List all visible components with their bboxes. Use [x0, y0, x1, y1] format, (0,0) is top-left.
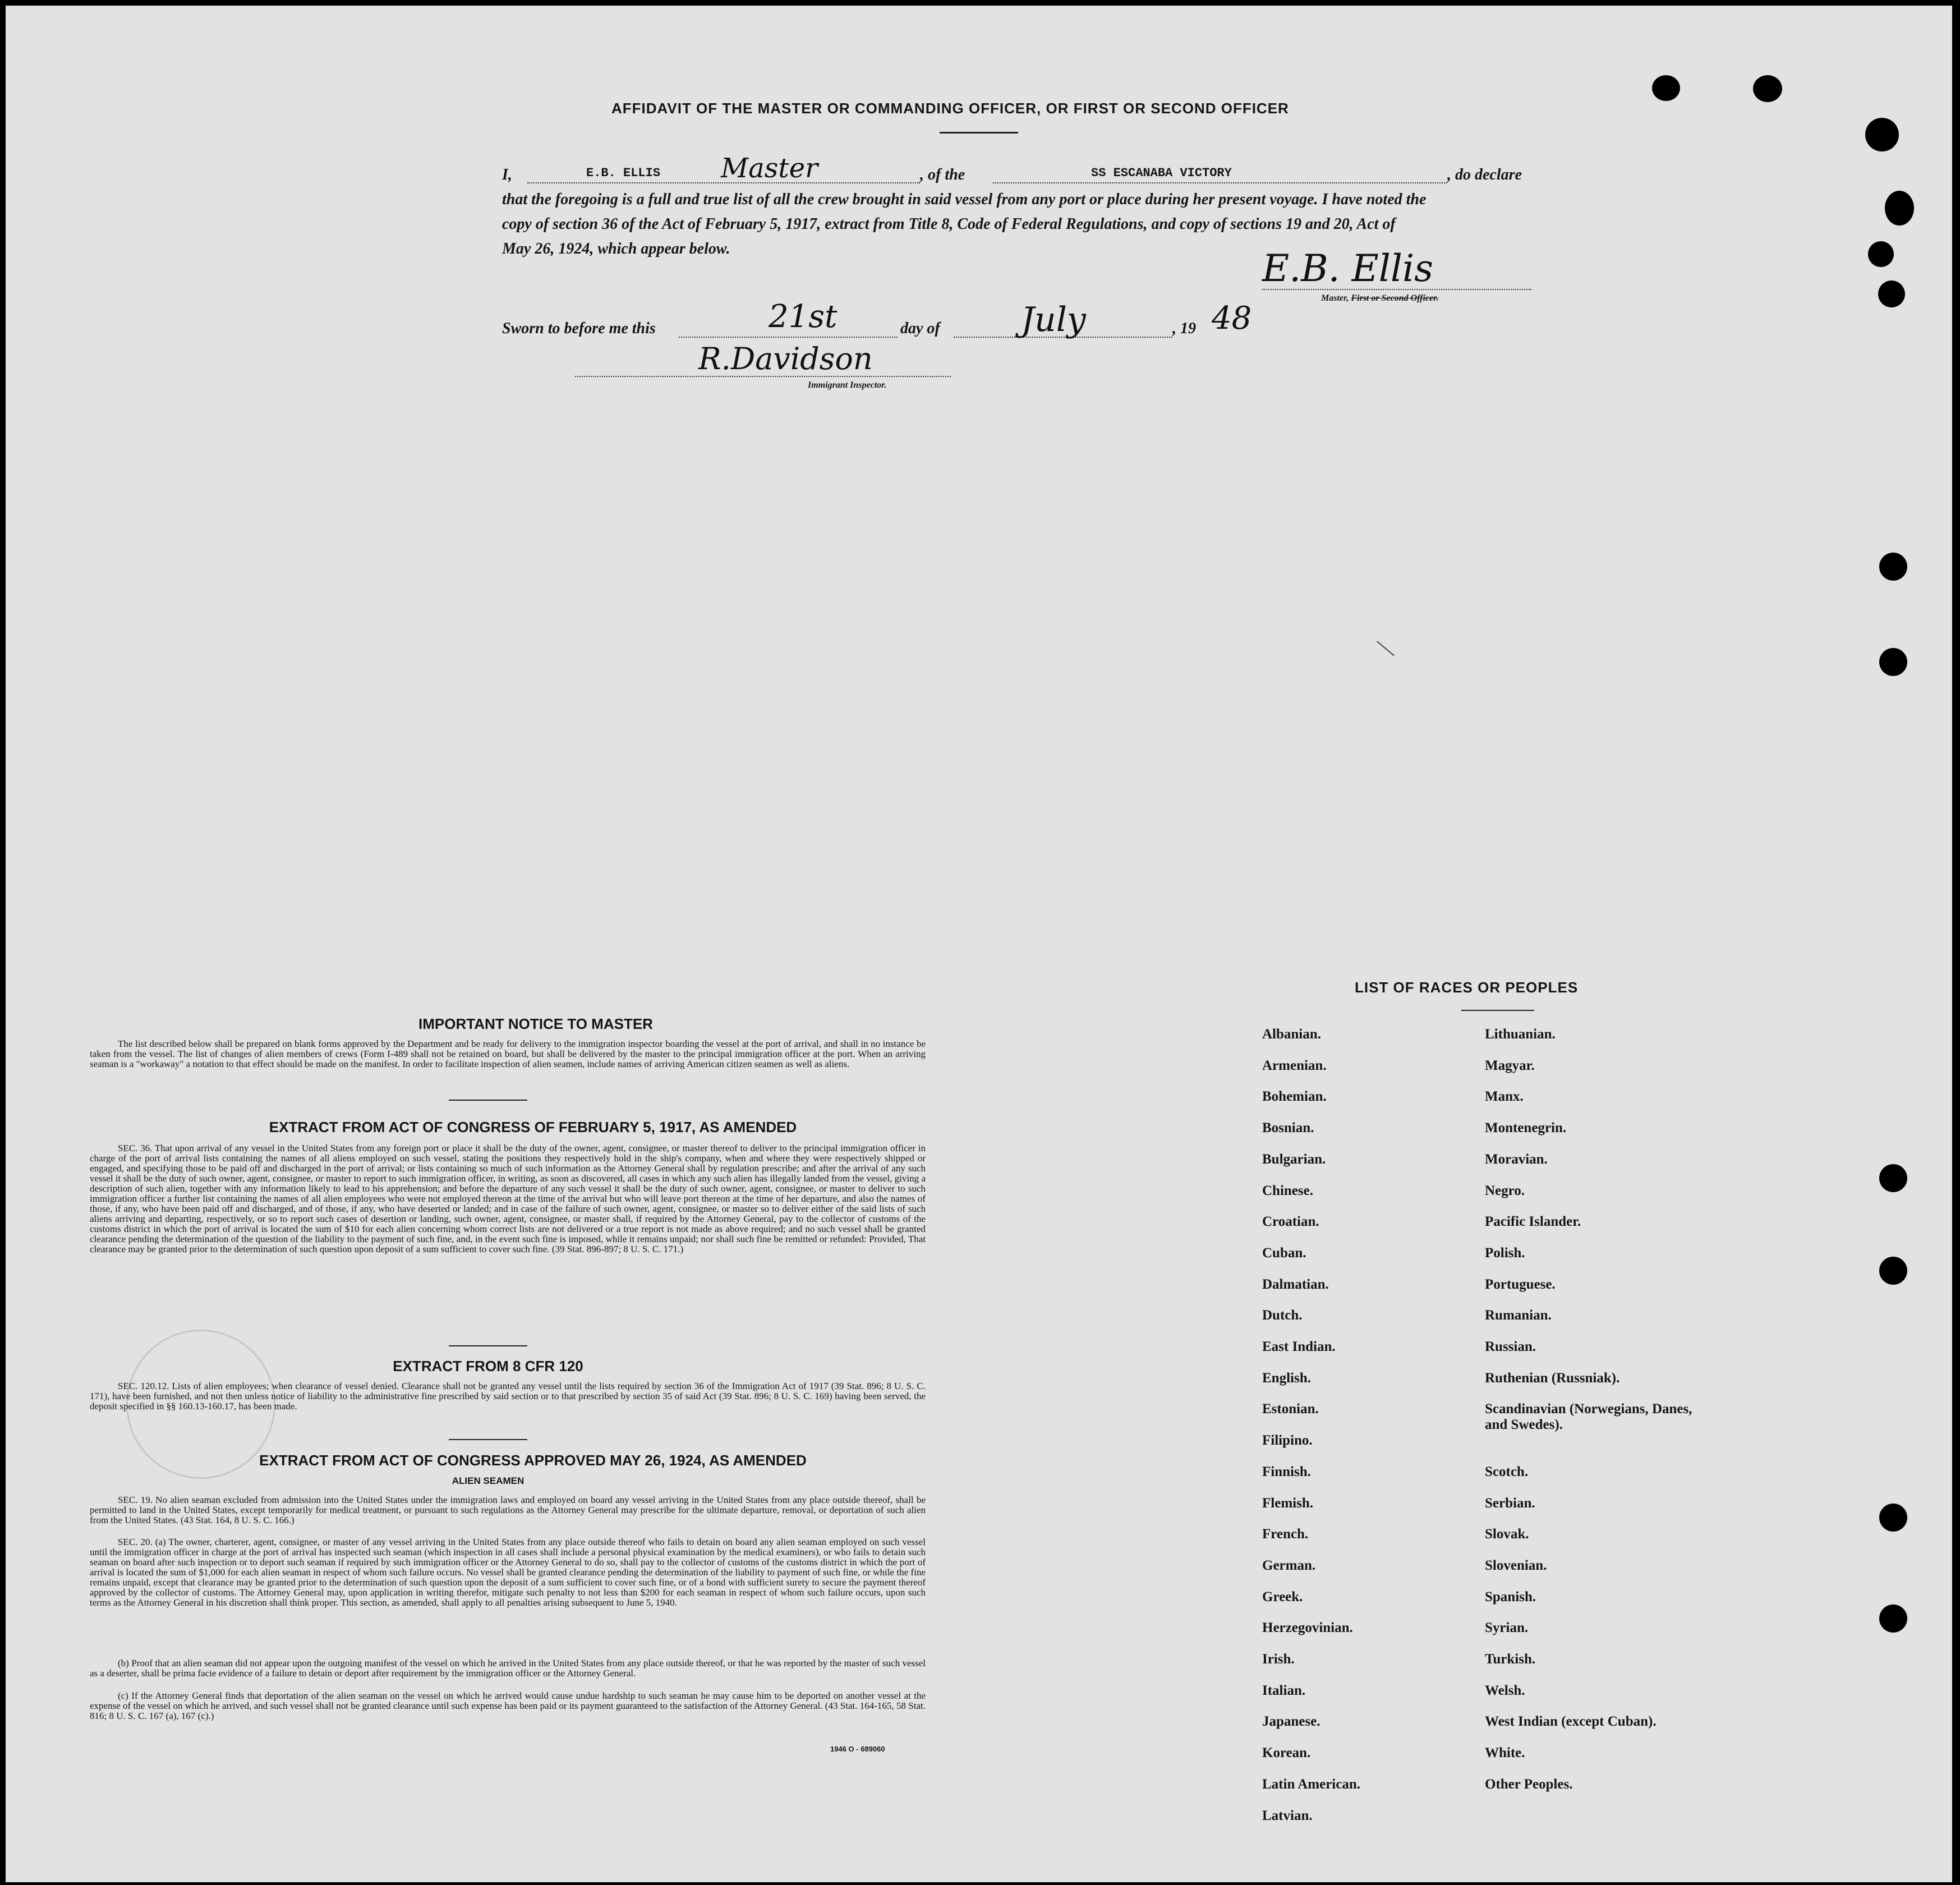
race-item: Dalmatian. [1262, 1276, 1329, 1292]
race-item: Estonian. [1262, 1401, 1319, 1417]
fill-line [679, 337, 898, 338]
race-item: Welsh. [1485, 1682, 1525, 1698]
race-item: Negro. [1485, 1183, 1525, 1198]
race-item: Pacific Islander. [1485, 1214, 1581, 1230]
punch-hole [1879, 1504, 1907, 1532]
race-item: Manx. [1485, 1089, 1524, 1105]
affidavit-title: AFFIDAVIT OF THE MASTER OR COMMANDING OFFICER, OR FIRST OR SECOND OFFICER [611, 100, 1289, 117]
inspector-label: Immigrant Inspector. [808, 380, 887, 390]
month-handwritten: July [1021, 300, 1086, 339]
race-item: Finnish. [1262, 1464, 1311, 1479]
rank-handwritten: Master [721, 153, 818, 184]
race-item: Bohemian. [1262, 1089, 1327, 1105]
year-prefix: , 19 [1172, 320, 1196, 337]
extract-cfr-body: SEC. 120.12. Lists of alien employees; when clearance of vessel denied. Clearance shall not be granted any vessel until the lists required by section 36 of the Immigration Act of 1917 (39 Stat. 896; 8 U. S. C. 171), have been furnished, and not then unless notice of liability to the administrative fine prescribed by said section or to that prescribed by section 35 of said Act (39 Stat. 896; 8 U. S. C. 169) having been served, the deposit specified in §§ 160.13-160.17, has been made. [90, 1381, 926, 1412]
punch-hole [1879, 1164, 1907, 1192]
race-item: Serbian. [1485, 1495, 1535, 1511]
extract-1924-subtitle: ALIEN SEAMEN [452, 1475, 524, 1486]
sec-20a-body: SEC. 20. (a) The owner, charterer, agent, consignee, or master of any vessel arriving in the United States from any place outside thereof who fails to detain on board any alien seaman employed on such vessel until the immigration officer in charge at the port of arrival has inspected such seaman (which inspection in all cases shall include a personal physical examination by the medical examiners), or who fails to detain such seaman on board after such inspection or to deport such seaman if required by such immigration officer or the Attorney General to do so, shall pay to the collector of customs of the customs district in which the port of arrival is located the sum of $1,000 for each alien seaman in respect of whom such failure occurs. No vessel shall be granted clearance pending the determination of the liability to payment of such fine, or while the fine remains unpaid, except that clearance may be granted prior to the determination of such question upon the deposit of a sum sufficient to cover such fine, or of a bond with sufficient surety to secure the payment thereof approved by the collector of customs. The Attorney General may, upon application in writing therefor, mitigate such penalty to not less than $200 for each seaman in respect of whom such failure occurs, upon such terms as the Attorney General in his discretion shall think proper. This section, as amended, shall apply to all penalties arising subsequent to June 5, 1940. [90, 1537, 926, 1608]
punch-hole [1868, 241, 1894, 267]
race-item: White. [1485, 1745, 1525, 1761]
race-item: Dutch. [1262, 1308, 1303, 1323]
race-item: German. [1262, 1557, 1316, 1573]
signature-label-master: Master, [1321, 293, 1349, 303]
sec-19-body: SEC. 19. No alien seaman excluded from admission into the United States under the immigration laws and employed on board any vessel arriving in the United States from any place outside thereof, shall be permitted to land in the United States, except temporarily for medical treatment, or pursuant to such regulations as the Attorney General may prescribe for the ultimate departure, removal, or deportation of such alien from the United States. (43 Stat. 164, 8 U. S. C. 166.) [90, 1495, 926, 1525]
punch-hole [1879, 1257, 1907, 1285]
master-name: E.B. ELLIS [586, 166, 661, 180]
race-item: Korean. [1262, 1745, 1311, 1761]
race-item: Scotch. [1485, 1464, 1529, 1479]
race-item: East Indian. [1262, 1339, 1336, 1354]
race-item: Polish. [1485, 1245, 1525, 1261]
punch-hole [1885, 191, 1914, 226]
race-item: Lithuanian. [1485, 1027, 1556, 1042]
race-item: Croatian. [1262, 1214, 1319, 1230]
race-item: Greek. [1262, 1589, 1303, 1604]
race-item: Slovak. [1485, 1527, 1529, 1542]
of-the-text: , of the [920, 166, 965, 183]
races-title: LIST OF RACES OR PEOPLES [1355, 979, 1579, 996]
punch-hole [1865, 118, 1899, 151]
race-item: Albanian. [1262, 1027, 1321, 1042]
punch-hole [1878, 281, 1905, 307]
race-item: Armenian. [1262, 1058, 1327, 1073]
race-item: Portuguese. [1485, 1276, 1556, 1292]
affidavit-i: I, [502, 166, 512, 183]
punch-hole [1879, 553, 1907, 581]
punch-hole [1879, 1604, 1907, 1633]
notice-body: The list described below shall be prepared on blank forms approved by the Department and be ready for delivery to the immigration inspector boarding the vessel at the port of arrival, and shall in no instance be taken from the vessel. The list of changes of alien members of crews (Form I-489 shall not be retained on board, but shall be delivered by the master to the principal immigration officer at the port. When an arriving seaman is a "workaway" a notation to that effect should be made on the manifest. In order to facilitate inspection of alien seamen, include names of arriving American citizen seamen as well as aliens. [90, 1038, 926, 1069]
race-item: English. [1262, 1370, 1311, 1386]
inspector-line [575, 376, 951, 377]
affidavit-line-3: copy of section 36 of the Act of February 5, 1917, extract from Title 8, Code of Federal Regulations, and copy of sections 19 and 20, Act of [502, 215, 1396, 233]
sworn-text: Sworn to before me this [502, 320, 656, 337]
day-of-text: day of [900, 320, 940, 337]
race-item: Ruthenian (Russniak). [1485, 1370, 1620, 1386]
race-item: Russian. [1485, 1339, 1536, 1354]
race-item: Latvian. [1262, 1808, 1313, 1823]
extract-1917-title: EXTRACT FROM ACT OF CONGRESS OF FEBRUARY 5, 1917, AS AMENDED [269, 1119, 797, 1135]
divider [449, 1100, 527, 1101]
race-item: Chinese. [1262, 1183, 1313, 1198]
race-item: Turkish. [1485, 1652, 1536, 1667]
race-item: Filipino. [1262, 1433, 1313, 1449]
race-item: Slovenian. [1485, 1557, 1547, 1573]
race-item: Spanish. [1485, 1589, 1536, 1604]
day-handwritten: 21st [769, 298, 838, 335]
master-signature: E.B. Ellis [1262, 247, 1433, 290]
signature-label-struck: First or Second Officer. [1351, 293, 1439, 303]
sec-20c-body: (c) If the Attorney General finds that deportation of the alien seaman on the vessel on which he arrived would cause undue hardship to such seaman he may cause him to be deported on another vessel at the expense of the vessel on which he arrived, and such vessel shall not be granted clearance until such expense has been paid or its payment guaranteed to the satisfaction of the Attorney General. (43 Stat. 164-165, 58 Stat. 816; 8 U. S. C. 167 (a), 167 (c).) [90, 1690, 926, 1721]
race-item: Bosnian. [1262, 1120, 1314, 1136]
race-item: Rumanian. [1485, 1308, 1552, 1323]
divider [940, 132, 1018, 134]
signature-line [1262, 289, 1531, 290]
stray-mark [1377, 641, 1395, 656]
extract-cfr-title: EXTRACT FROM 8 CFR 120 [393, 1358, 583, 1374]
fill-line [993, 182, 1447, 183]
sec-20b-body: (b) Proof that an alien seaman did not appear upon the outgoing manifest of the vessel on which he arrived in the United States from any place outside thereof, or that he was reported by the master of such vessel as a deserter, shall be prima facie evidence of a failure to detain or deport after requirement by the immigration officer or the Attorney General. [90, 1658, 926, 1679]
race-item: Italian. [1262, 1682, 1306, 1698]
race-item: Irish. [1262, 1652, 1295, 1667]
printer-code: 1946 O - 689060 [830, 1745, 885, 1753]
punch-hole [1652, 75, 1680, 101]
race-item: Syrian. [1485, 1620, 1529, 1636]
punch-hole [1753, 75, 1782, 102]
race-item: Latin American. [1262, 1776, 1360, 1792]
notice-title: IMPORTANT NOTICE TO MASTER [418, 1015, 653, 1032]
punch-hole [1879, 648, 1907, 676]
race-item: Magyar. [1485, 1058, 1535, 1073]
divider [449, 1439, 527, 1440]
signature-label [1321, 293, 1439, 304]
race-item: Scandinavian (Norwegians, Danes, and Swedes). [1485, 1401, 1692, 1433]
race-item: Cuban. [1262, 1245, 1306, 1261]
race-item: Moravian. [1485, 1151, 1548, 1167]
year-handwritten: 48 [1212, 300, 1252, 337]
race-item: West Indian (except Cuban). [1485, 1714, 1657, 1730]
race-item: French. [1262, 1527, 1309, 1542]
divider [449, 1345, 527, 1346]
vessel-name: SS ESCANABA VICTORY [1091, 166, 1232, 180]
race-item: Flemish. [1262, 1495, 1313, 1511]
race-item: Montenegrin. [1485, 1120, 1567, 1136]
race-item: Herzegovinian. [1262, 1620, 1353, 1636]
race-item: Other Peoples. [1485, 1776, 1573, 1792]
race-item: Bulgarian. [1262, 1151, 1326, 1167]
race-item: Japanese. [1262, 1714, 1321, 1730]
extract-1924-title: EXTRACT FROM ACT OF CONGRESS APPROVED MAY 26, 1924, AS AMENDED [259, 1452, 807, 1469]
affidavit-line-4: May 26, 1924, which appear below. [502, 240, 730, 258]
extract-1917-body: SEC. 36. That upon arrival of any vessel in the United States from any foreign port or place it shall be the duty of the owner, agent, consignee, or master thereof to deliver to the principal immigration officer in charge of the port of arrival lists containing the names of all aliens employed on such vessel, stating the positions they respectively hold in the ship's company, when and where they were respectively shipped or engaged, and specifying those to be paid off and discharged in the port of arrival; or lists containing so much of such information as the Attorney General shall by regulation prescribe; and after the arrival of any such vessel it shall be the duty of such owner, agent, consignee, or master to report to such immigration officer, in writing, as soon as discovered, all cases in which any such alien has illegally landed from the vessel, giving a description of such alien, together with any information likely to lead to his apprehension; and before the departure of any such vessel it shall be the duty of such owner, agent, consignee, or master to deliver to such immigration officer a further list containing the names of all alien employees who were not employed thereon at the time of the arrival but who will leave port thereon at the time of her departure, and also the names of those, if any, who have been paid off and discharged, and of those, if any, who have deserted or landed; and in case of the failure of such owner, agent, consignee, or master so to deliver either of the said lists of such aliens arriving and departing, respectively, or so to report such cases of desertion or landing, such owner, agent, consignee, or master shall, if required by the Attorney General, pay to the collector of customs of the customs district in which the port of arrival is located the sum of $10 for each alien concerning whom correct lists are not delivered or a true report is not made as above required; and no such vessel shall be granted clearance pending the determination of the question of the liability to the payment of such fine, and, in the event such fine is imposed, while it remains unpaid; nor shall such fine be remitted or refunded: Provided, That clearance may be granted prior to the determination of such question upon deposit of a sum sufficient to cover such fine. (39 Stat. 896-897; 8 U. S. C. 171.) [90, 1143, 926, 1254]
manifest-page [6, 6, 1952, 1882]
do-declare-text: , do declare [1447, 166, 1522, 183]
inspector-signature: R.Davidson [698, 341, 873, 376]
divider [1461, 1010, 1534, 1011]
affidavit-line-2: that the foregoing is a full and true list of all the crew brought in said vessel from any port or place during her present voyage. I have noted the [502, 191, 1427, 208]
